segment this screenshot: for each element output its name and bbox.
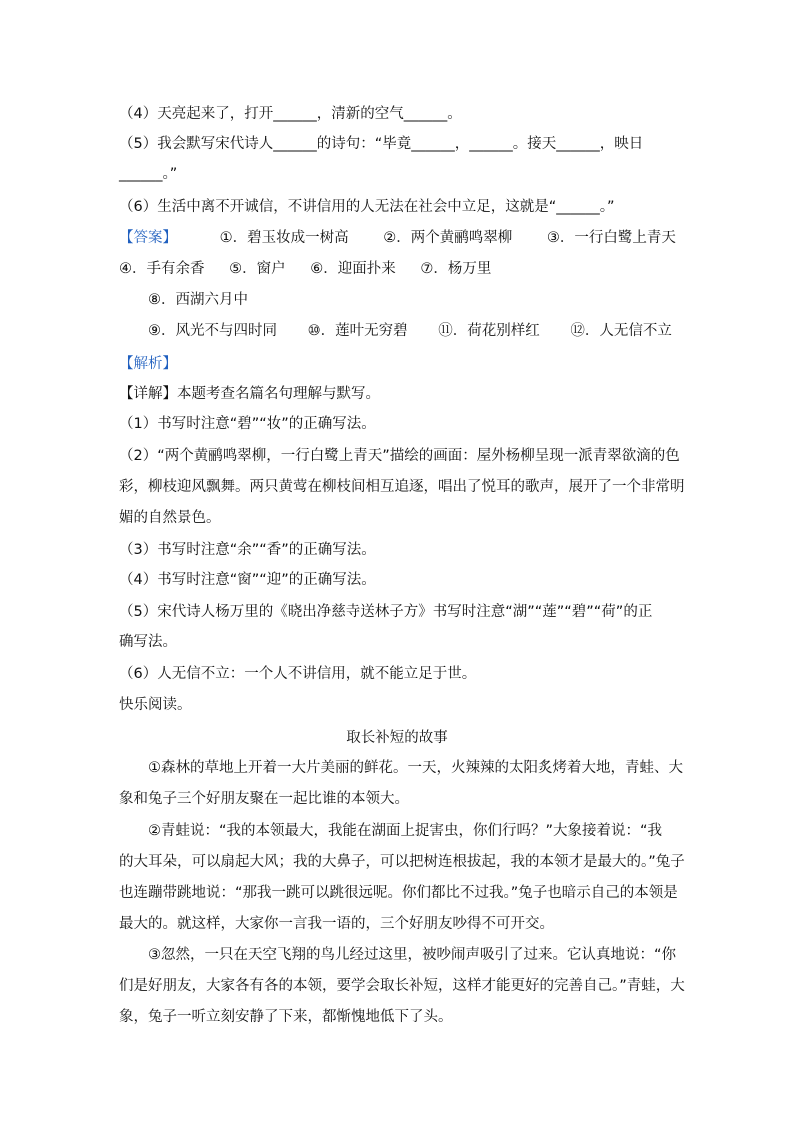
analysis-line: （4）书写时注意“窗”“迎”的正确写法。 (119, 572, 376, 588)
answer-item: ⑥．迎面扑来 (310, 261, 396, 277)
answer-row-4 (148, 321, 708, 341)
answer-item: ⑤．窗户 (229, 261, 286, 277)
story-line: ②青蛙说：“我的本领最大，我能在湖面上捉害虫，你们行吗？”大象接着说：“我 (148, 823, 663, 839)
story-title: 取长补短的故事 (346, 730, 448, 746)
analysis-line: （6）人无信不立：一个人不讲信用，就不能立足于世。 (119, 666, 477, 682)
story-line: 最大的。就这样，大家你一言我一语的，三个好朋友吵得不可开交。 (119, 916, 554, 932)
analysis-line: 媚的自然景色。 (119, 510, 221, 526)
question-5-continued: ______。” (119, 166, 178, 182)
answer-item: ⑪．荷花别样红 (438, 323, 540, 339)
story-line: 象和兔子三个好朋友聚在一起比谁的本领大。 (119, 791, 409, 807)
analysis-line: 彩，柳枝迎风飘舞。两只黄莺在柳枝间相互追逐，唱出了悦耳的歌声，展开了一个非常明 (119, 479, 685, 495)
answer-row-3 (148, 290, 708, 310)
story-line: ③忽然，一只在天空飞翔的鸟儿经过这里，被吵闹声吸引了过来。它认真地说：“你 (148, 947, 677, 963)
answer-item: ⑫．人无信不立 (570, 323, 672, 339)
answer-row-2 (119, 259, 679, 279)
answer-item: ⑨．风光不与四时同 (148, 323, 277, 339)
question-6: （6）生活中离不开诚信，不讲信用的人无法在社会中立足，这就是“______。” (119, 199, 615, 215)
question-4: （4）天亮起来了，打开______，清新的空气______。 (119, 106, 462, 122)
answer-item: ⑧．西湖六月中 (148, 292, 248, 308)
answer-item: ①．碧玉妆成一树高 (219, 230, 349, 246)
reading-heading: 快乐阅读。 (119, 697, 192, 713)
question-5: （5）我会默写宋代诗人______的诗句：“毕竟______，______。接天______，映日 (119, 136, 644, 152)
answer-item: ③．一行白鹭上青天 (546, 230, 676, 246)
story-line: 们是好朋友，大家各有各的本领，要学会取长补短，这样才能更好的完善自己。”青蛙，大 (119, 978, 685, 994)
analysis-line: 确写法。 (119, 634, 177, 650)
story-line: 的大耳朵，可以扇起大风；我的大鼻子，可以把树连根拔起，我的本领才是最大的。”兔子 (119, 854, 685, 870)
story-line: 象，兔子一听立刻安静了下来，都惭愧地低下了头。 (119, 1009, 453, 1025)
analysis-label: 【解析】 (119, 356, 177, 372)
answer-label: 【答案】 (119, 230, 177, 246)
analysis-line: 【详解】本题考查名篇名句理解与默写。 (119, 386, 380, 402)
answer-item: ④．手有余香 (119, 261, 205, 277)
analysis-line: （2）“两个黄鹂鸣翠柳，一行白鹭上青天”描绘的画面：屋外杨柳呈现一派青翠欲滴的色 (119, 448, 680, 464)
answer-item: ⑦．杨万里 (420, 261, 492, 277)
answer-item: ⑩．莲叶无穷碧 (307, 323, 408, 339)
analysis-line: （3）书写时注意“余”“香”的正确写法。 (119, 542, 376, 558)
analysis-line: （1）书写时注意“碧”“妆”的正确写法。 (119, 416, 376, 432)
analysis-line: （5）宋代诗人杨万里的《晓出净慈寺送林子方》书写时注意“湖”“莲”“碧”“荷”的正 (119, 604, 653, 620)
story-line: 也连蹦带跳地说：“那我一跳可以跳很远呢。你们都比不过我。”兔子也暗示自己的本领是 (119, 885, 678, 901)
story-line: ①森林的草地上开着一大片美丽的鲜花。一天，火辣辣的太阳炙烤着大地，青蛙、大 (148, 760, 683, 776)
answer-row-1 (119, 228, 679, 248)
answer-item: ②．两个黄鹂鸣翠柳 (383, 230, 513, 246)
